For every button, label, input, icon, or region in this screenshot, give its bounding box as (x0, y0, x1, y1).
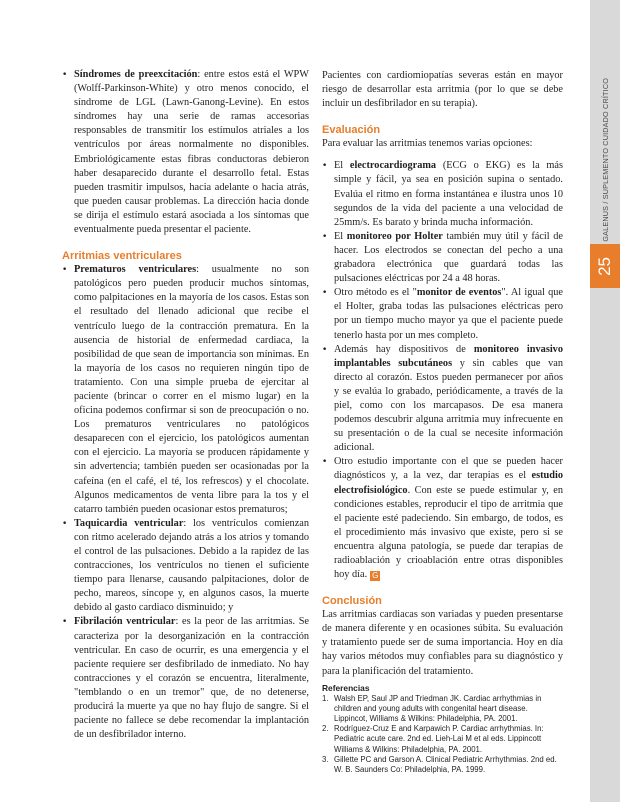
term: monitoreo invasivo implantables subcutáneos (334, 343, 563, 369)
term: Fibrilación ventricular (74, 616, 176, 628)
term: estudio electrofisiológico (334, 470, 563, 496)
term: monitor de eventos (416, 287, 502, 299)
list-item (322, 230, 563, 286)
list-item (322, 343, 563, 456)
page-number-tab (590, 244, 620, 288)
reference-item (322, 755, 563, 775)
right-column (322, 69, 563, 775)
references-list (322, 694, 563, 776)
item-text: también muy útil y fácil de hacer. Los electrodos se conectan del pecho a una grabadora electrónica que guardará todas las pulsaciones eléctricas por 24 a 48 horas. (334, 230, 563, 285)
reference-item (322, 694, 563, 725)
item-text: : usualmente no son patológicos pero pueden producir muchos síntomas, como palpitaciones en la mayoría de los casos. Estas son el resultado del llenado adicional que recibe el ventrículo luego de la contracción prematura. En la ausencia de historial de enfermedad cardiaca, la posibilidad de que sean de importancia son mínimas. En la mayoría de los casos no requieren ningún tipo de tratamiento. Con una simple prueba de ejercitar al paciente (brincar o correr en el mismo lugar) en la oficina podemos confirmar si son de preocupación o no. Los prematuros ventriculares no patológicos desaparecen con el ejercicio, los patológicos aumentan con el ejercicio. La mayoría se producen rápidamente y sin advertencia; también pueden ser ocasionadas por la cafeína (en el café, el té, los refrescos) y el chocolate. Algunos medicamentos de venta libre para la tos y el catarro también pueden ocasionar estos prematuros; (74, 264, 309, 515)
item-text: y sin cables que van directo al corazón. Estos pueden permanecer por años y se evalúa lo grabado, periódicamente, a través de la piel, como con los marcapasos. De esa manera podemos descubrir alguna arritmia muy infrecuente en su presentación o de la cual se necesite información adicional. (334, 357, 563, 454)
running-head (590, 70, 620, 250)
reference-item (322, 724, 563, 755)
item-text: : los ventrículos comienzan con ritmo acelerado dejando atrás a los atrios y tomando el control de las pulsaciones. Debido a la rapidez de las contracciones, los ventrículos no tienen el suficiente tiempo para llenarse, causando palpitaciones, dolor de pecho, mareos, síncope y, en algunos casos, la muerte debido al gasto cardiaco disminuido; y (74, 517, 309, 614)
item-pre: Otro método es el " (334, 287, 417, 299)
term: Taquicardia ventricular (74, 517, 184, 529)
ventricular-list (62, 263, 309, 742)
list-item (322, 455, 563, 582)
list-item (322, 159, 563, 229)
term: electrocardiograma (349, 160, 437, 172)
page-number: 25 (595, 256, 614, 276)
evaluacion-intro: Para evaluar las arritmias tenemos varias opciones: (322, 138, 533, 150)
reference-text: Rodríguez-Cruz E and Karpawich P. Cardiac arrhythmias. In: Pediatric acute care. 2nd ed. Lieh-Lai M et al eds. Lippincott Williams & Wilkins: Philadelphia, PA. 2001. (334, 724, 544, 754)
list-item (62, 615, 309, 742)
item-text: ". Al igual que el Holter, graba todas las pulsaciones eléctricas pero por un tiempo mucho mayor ya que el paciente puede tenerlo hasta por un mes completo. (334, 287, 563, 341)
section-heading-evaluacion: Evaluación (322, 124, 381, 137)
continuation-paragraph: Pacientes con cardiomiopatías severas están en mayor riesgo de desarrollar esta arritmia (por lo que se debe incluir un desfibrilador en su terapia). (322, 70, 563, 110)
end-of-article-icon: G (372, 571, 379, 581)
evaluacion-list (322, 159, 563, 582)
conclusion-paragraph: Las arritmias cardiacas son variadas y pueden presentarse de manera diferente y en ocasiones súbita. Su evaluación y tratamiento puede ser de suma importancia. Hoy en día hay varios métodos muy confiables para su diagnóstico y para la planificación del tratamiento. (322, 609, 563, 677)
item-pre: El (334, 230, 347, 242)
running-head-text: GALENUS / SUPLEMENTO CUIDADO CRÍTICO (600, 78, 610, 242)
item-pre: El (334, 160, 350, 172)
list-item (62, 68, 309, 237)
left-column (62, 68, 309, 742)
reference-text: Gillette PC and Garson A. Clinical Pediatric Arrhythmias. 2nd ed. W. B. Saunders Co: Philadelphia, PA. 1999. (334, 754, 557, 775)
item-pre: Otro estudio importante con el que se pueden hacer diagnósticos y, a la vez, dar terapias es el (334, 456, 563, 482)
references-title: Referencias (322, 682, 370, 693)
term: Síndromes de preexcitación (74, 69, 198, 80)
term: Prematuros ventriculares (74, 264, 197, 276)
item-text: : entre estos está el WPW (Wolff-Parkinson-White) y otro menos conocido, el síndrome de LGL (Lawn-Ganong-Levine). En estos síndromes hay una serie de ramas accesorias responsables de transmitir los estímulos atriales a los ventrículos por áreas normalmente no disponibles. Embriológicamente estas fibras conductoras debieron haber desaparecido durante el desarrollo fetal. Estas pueden trasmitir impulsos, hacia adelante o hacia atrás, que pueden causar problemas. La dirección hacia donde se dirija el estímulo estará asociada a los síntomas que eventualmente pueda presentar el paciente. (74, 69, 310, 236)
item-text: : es la peor de las arritmias. Se caracteriza por la desorganización en la contracción ventricular. En caso de ocurrir, es una emergencia y el paciente requiere ser desfibrilado de inmediato. No hay contracciones y el corazón se encuentra, literalmente, "temblando o en un tremor" que, de no detenerse, producirá la muerte ya que no hay flujo de sangre. Si el paciente no fallece se debe recomendar la implantación de un desfibrilador interno. (74, 616, 309, 741)
item-pre: Además hay dispositivos de (334, 343, 474, 355)
list-item (62, 263, 309, 517)
term: monitoreo por Holter (346, 230, 443, 242)
section-heading-conclusion: Conclusión (322, 595, 382, 608)
section-heading-ventricular: Arritmias ventriculares (62, 250, 182, 263)
preexcitation-list (62, 68, 309, 237)
list-item (62, 517, 309, 616)
item-text: . Con este se puede estimular y, en condiciones estables, reproducir el tipo de arritmia que el paciente esté padeciendo. Sin embargo, de todos, es el procedimiento más invasivo que existe, pero si se encuentra alguna patología, se puede dar terapias de radioablación y crioablación entre otras disponibles hoy día. (334, 484, 563, 581)
item-text: (ECG o EKG) es la más simple y fácil, ya sea en posición supina o sentado. Evalúa el ritmo en forma instantánea e ilustra unos 10 segundos de la vida del paciente a una velocidad de 25mm/s. Es barato y brinda mucha información. (334, 160, 563, 228)
list-item (322, 286, 563, 342)
reference-text: Walsh EP, Saul JP and Triedman JK. Cardiac arrhythmias in children and young adults with congenital heart disease. Lippincot, Williams & Wilkins: Philadelphia, PA. 2001. (334, 693, 542, 724)
